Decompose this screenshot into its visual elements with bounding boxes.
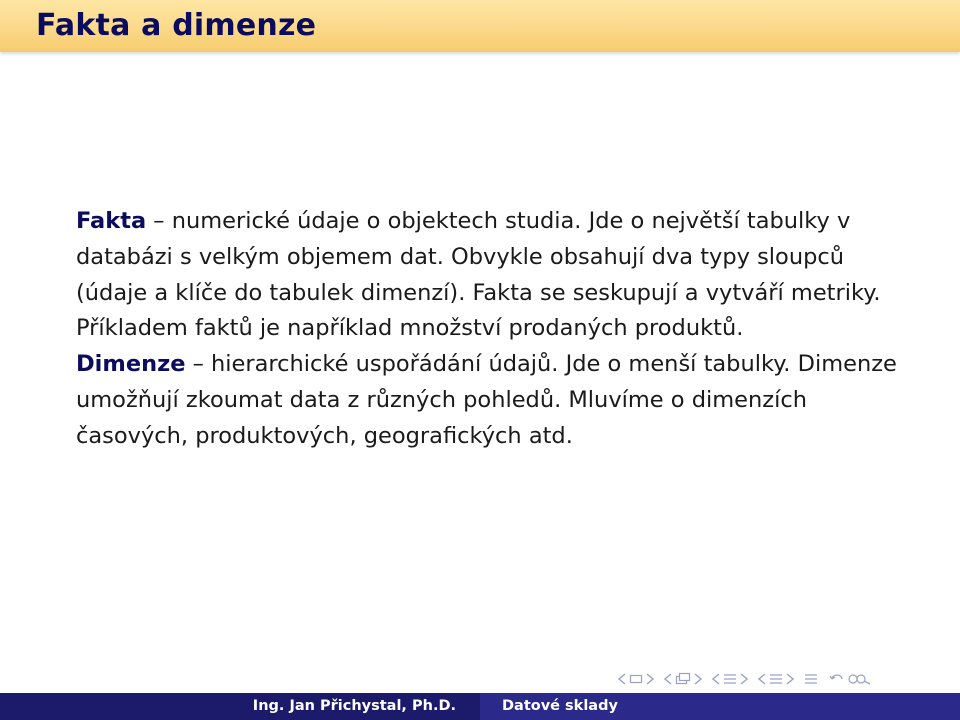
nav-next-frame-icon[interactable]	[646, 673, 654, 685]
facts-text: – numerické údaje o objektech studia. Jde o největší tabulky v databázi s velkým objemem dat. Obvykle obsahují dva typy sloupců (údaje a klíče do tabulek dimenzí). Fakta se seskupují a vytváří metriky. Příkladem faktů je například množství prodaných produktů.	[76, 208, 881, 342]
nav-subsection-icon	[675, 672, 691, 686]
footer-course-panel	[480, 693, 960, 720]
beamer-navigation	[618, 668, 877, 690]
title-bar	[0, 0, 960, 52]
nav-prev-section-icon[interactable]	[712, 673, 720, 685]
nav-part-icon	[769, 673, 783, 685]
nav-prev-part-icon[interactable]	[758, 673, 766, 685]
nav-prev-frame-icon[interactable]	[618, 673, 626, 685]
footer-author: Ing. Jan Přichystal, Ph.D.	[252, 698, 456, 714]
nav-section-icon	[723, 673, 737, 685]
nav-search-icon[interactable]	[847, 673, 873, 685]
facts-paragraph	[76, 204, 906, 347]
slide-content	[76, 204, 906, 455]
footer-author-panel	[0, 693, 480, 720]
nav-next-part-icon[interactable]	[786, 673, 794, 685]
dimensions-paragraph	[76, 347, 906, 454]
nav-frame-icon	[629, 673, 643, 685]
footer-course: Datové sklady	[502, 698, 618, 714]
nav-prev-subsection-icon[interactable]	[664, 673, 672, 685]
nav-outline-icon[interactable]	[804, 673, 818, 685]
facts-term: Fakta	[76, 208, 147, 234]
nav-next-section-icon[interactable]	[740, 673, 748, 685]
dimensions-text: – hierarchické uspořádání údajů. Jde o menší tabulky. Dimenze umožňují zkoumat data z různých pohledů. Mluvíme o dimenzích časových, produktových, geografických atd.	[76, 351, 897, 449]
footer	[0, 693, 960, 720]
dimensions-term: Dimenze	[76, 351, 186, 378]
nav-back-icon[interactable]	[828, 673, 844, 685]
slide-title: Fakta a dimenze	[36, 8, 317, 43]
nav-next-subsection-icon[interactable]	[694, 673, 702, 685]
